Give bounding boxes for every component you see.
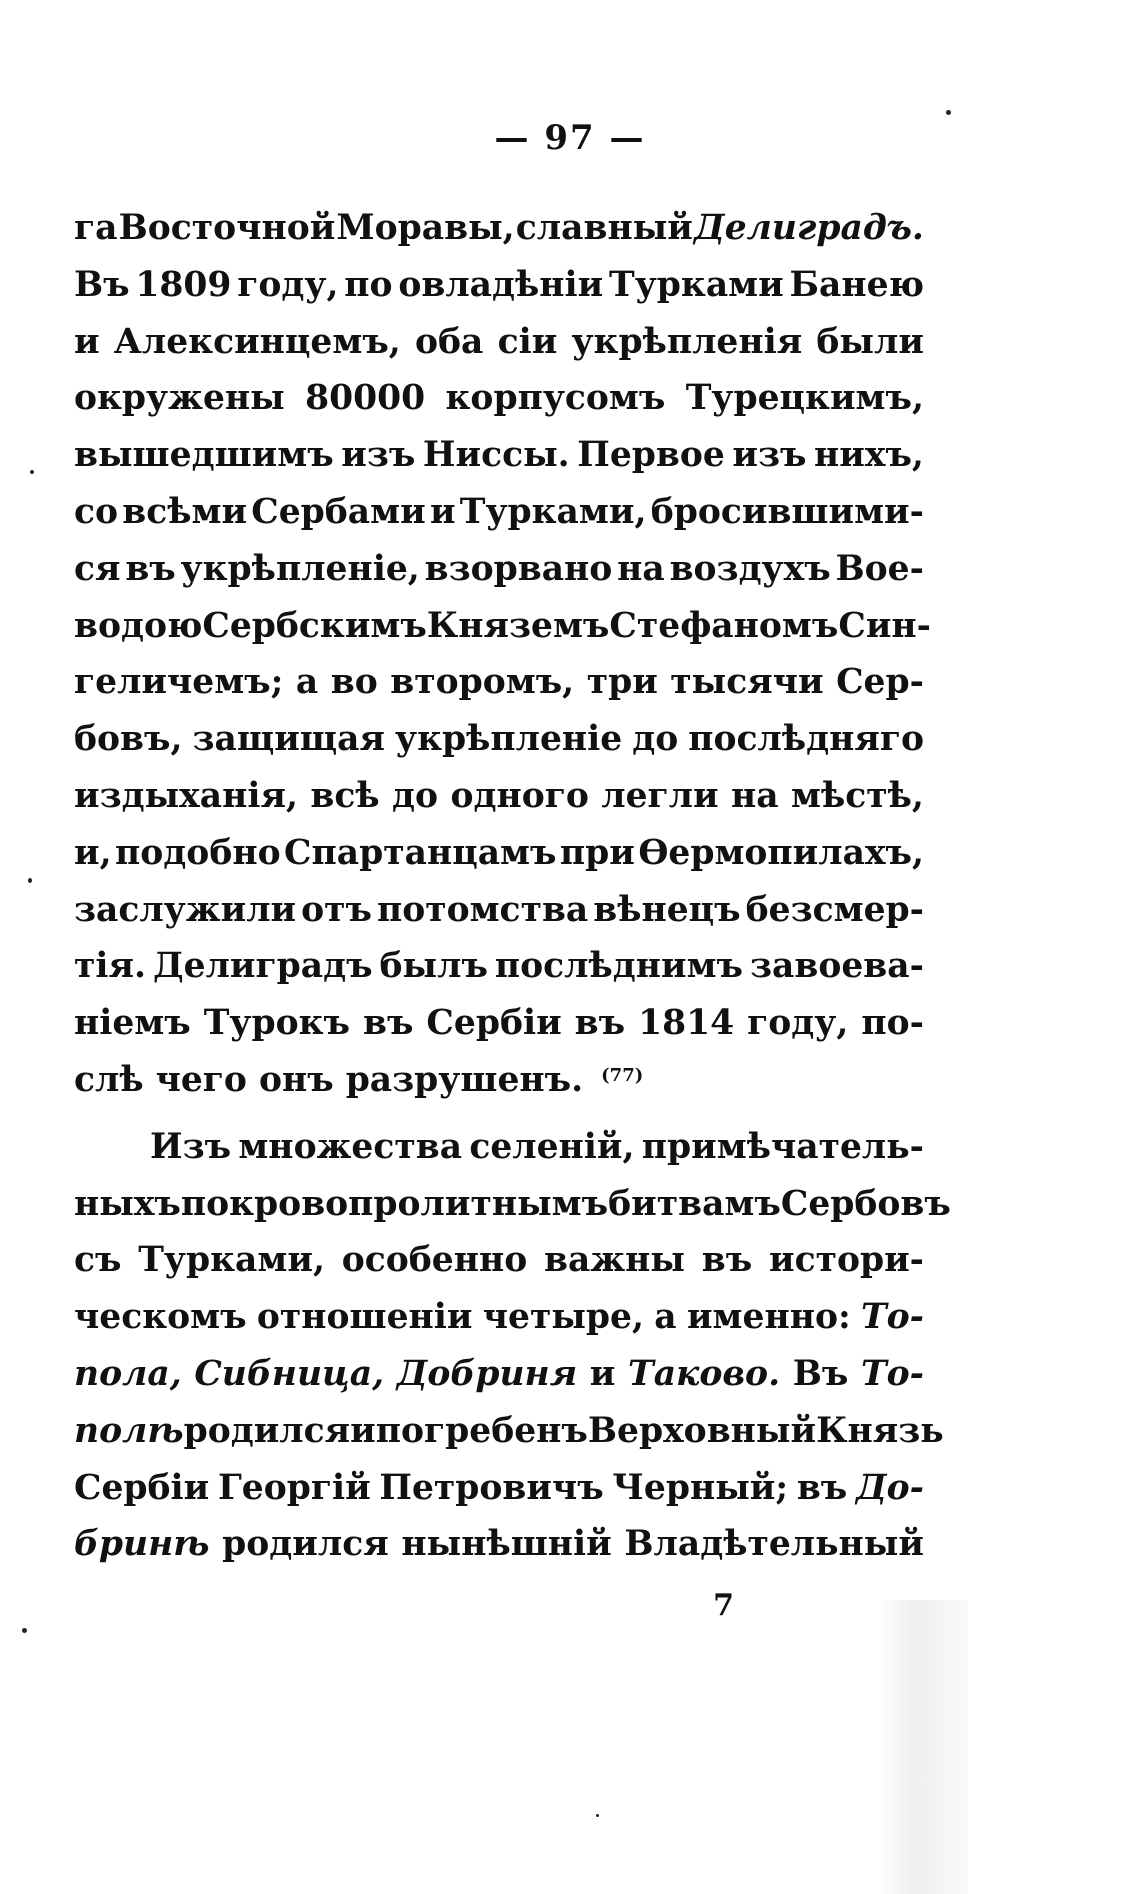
word: Ниссы.: [422, 435, 570, 476]
word: Княземъ: [426, 605, 610, 646]
text-line: [74, 257, 924, 314]
word: изъ: [341, 435, 416, 476]
word: Сер-: [836, 662, 924, 703]
text-line: [74, 598, 931, 655]
word: былъ: [379, 946, 488, 987]
word: истори-: [768, 1240, 924, 1281]
paragraph-gap: [74, 1109, 924, 1119]
italic-word: пола,: [74, 1353, 182, 1394]
word: Сербами: [251, 491, 426, 532]
text-line: [74, 1516, 924, 1573]
word: Банею: [789, 264, 924, 305]
word: на: [731, 775, 779, 816]
italic-word: Сибница,: [194, 1353, 385, 1394]
word: погребенъ: [375, 1410, 588, 1451]
word: Петровичъ: [379, 1467, 604, 1508]
body-text: [74, 200, 951, 1573]
word: Турокъ: [203, 1003, 351, 1044]
word: отношеніи: [256, 1297, 473, 1338]
word: подобно: [115, 832, 281, 873]
word: въ: [701, 1240, 753, 1281]
word: Делиградъ: [152, 946, 373, 987]
word: легли: [601, 775, 719, 816]
word: множества: [238, 1126, 463, 1167]
word: особенно: [341, 1240, 528, 1281]
footnote-reference[interactable]: (77): [601, 1064, 644, 1086]
word: Спартанцамъ: [284, 832, 557, 873]
text-line: [74, 427, 924, 484]
word: Первое: [577, 435, 725, 476]
word: взорвано: [424, 548, 613, 589]
italic-word: До-: [855, 1467, 924, 1508]
word: ныхъ: [74, 1183, 181, 1224]
word: 1814: [638, 1003, 735, 1044]
word: второмъ,: [390, 662, 575, 703]
scan-speck: [28, 878, 32, 883]
word: тія.: [74, 946, 146, 987]
word: безсмер-: [745, 889, 924, 930]
word: Турецкимъ,: [685, 378, 924, 419]
word: Георгій: [217, 1467, 371, 1508]
word: Сербскимъ: [202, 605, 427, 646]
word: га: [74, 208, 118, 248]
word: родился: [222, 1524, 389, 1565]
word: Вое-: [835, 548, 924, 589]
text-line: [74, 541, 924, 598]
word: въ: [574, 1003, 626, 1044]
text-line: [74, 314, 924, 371]
word: Черный;: [612, 1467, 789, 1508]
word: всѣми: [122, 491, 248, 532]
word: бовъ,: [74, 719, 183, 760]
text-line: [74, 1346, 924, 1403]
word: бросившими-: [650, 491, 924, 532]
word: а: [295, 662, 319, 703]
word: Сербовъ: [780, 1183, 951, 1224]
word: и,: [74, 832, 112, 873]
word: битвамъ: [608, 1183, 781, 1224]
word: слѣ: [74, 1059, 144, 1100]
word: укрѣпленіе,: [180, 548, 420, 589]
word: Ѳермопилахъ,: [638, 832, 924, 873]
scan-speck: [596, 1814, 599, 1817]
italic-word: То-: [860, 1297, 924, 1338]
scan-speck: [946, 110, 951, 115]
word: послѣднимъ: [494, 946, 744, 987]
text-line: [74, 370, 924, 427]
text-line: [74, 1460, 924, 1517]
text-line: [74, 711, 924, 768]
text-line: [74, 938, 924, 995]
word: водою: [74, 605, 203, 646]
word: по: [344, 264, 393, 305]
word: Син-: [838, 605, 931, 646]
word: Въ: [74, 264, 130, 305]
word: до: [632, 719, 679, 760]
word: и: [350, 1410, 376, 1451]
word: и: [589, 1353, 616, 1394]
scan-speck: [30, 470, 34, 474]
page-number: — 97 —: [494, 118, 646, 158]
word: 80000: [305, 378, 426, 419]
word: Турками,: [459, 491, 647, 532]
word: году,: [747, 1003, 849, 1044]
word: укрѣпленія: [571, 321, 803, 362]
word: тысячи: [670, 662, 824, 703]
word: Изъ: [150, 1126, 232, 1167]
word: одного: [450, 775, 589, 816]
word: во: [330, 662, 378, 703]
text-line: [74, 1232, 924, 1289]
word: Сербіи: [74, 1467, 210, 1508]
text-line: [74, 1176, 951, 1233]
word: заслужили: [74, 889, 297, 930]
scan-shadow: [878, 1600, 968, 1894]
word: въ: [796, 1467, 848, 1508]
word: мѣстѣ,: [791, 775, 924, 816]
word: славный: [515, 208, 693, 248]
word: на: [617, 548, 665, 589]
text-line: [74, 1119, 924, 1176]
word: были: [816, 321, 924, 362]
signature-mark: 7: [713, 1588, 734, 1623]
word: отъ: [301, 889, 372, 930]
word: Владѣтельный: [624, 1524, 924, 1565]
word: родился: [183, 1410, 351, 1451]
word: ніемъ: [74, 1003, 191, 1044]
word: съ: [74, 1240, 122, 1281]
text-line: [74, 1052, 924, 1109]
word: кровопролитнымъ: [229, 1183, 609, 1224]
word: со: [74, 491, 119, 532]
word: потомства: [376, 889, 589, 930]
word: окружены: [74, 378, 285, 419]
word: сіи: [497, 321, 558, 362]
italic-word: То-: [860, 1353, 924, 1394]
word: по-: [861, 1003, 924, 1044]
word: вышедшимъ: [74, 435, 334, 476]
word: а: [654, 1297, 677, 1338]
text-line: [74, 484, 924, 541]
word: нынѣшній: [401, 1524, 612, 1565]
word: при: [559, 832, 635, 873]
text-line: [74, 200, 924, 257]
italic-word: Делиградъ.: [694, 208, 924, 248]
text-line: [74, 1403, 944, 1460]
italic-word: полѣ: [74, 1410, 184, 1451]
scan-speck: [22, 1628, 27, 1633]
word: Турками: [609, 264, 784, 305]
word: послѣдняго: [688, 719, 924, 760]
italic-word: Добриня: [396, 1353, 578, 1394]
word: воздухъ: [669, 548, 831, 589]
word: ческомъ: [74, 1297, 247, 1338]
word: и: [74, 321, 100, 362]
word: Алексинцемъ,: [113, 321, 401, 362]
word: всѣ: [310, 775, 380, 816]
word: онъ: [258, 1059, 334, 1100]
word: Моравы,: [336, 208, 515, 248]
word: защищая: [192, 719, 385, 760]
word: четыре,: [482, 1297, 645, 1338]
word: важны: [544, 1240, 686, 1281]
word: издыханія,: [74, 775, 298, 816]
word: году,: [237, 264, 339, 305]
text-line: [74, 825, 924, 882]
word: 1809: [135, 264, 232, 305]
word: овладѣніи: [398, 264, 604, 305]
word: вѣнецъ: [593, 889, 741, 930]
word: завоева-: [750, 946, 924, 987]
word: Въ: [792, 1353, 849, 1394]
word: изъ: [732, 435, 807, 476]
word: корпусомъ: [445, 378, 666, 419]
word: Сербіи: [426, 1003, 562, 1044]
text-line: [74, 654, 924, 711]
word: и: [429, 491, 456, 532]
italic-word: Таково.: [628, 1353, 781, 1394]
italic-word: бринѣ: [74, 1524, 210, 1565]
word: ся: [74, 548, 121, 589]
word: разрушенъ.: [345, 1059, 584, 1100]
word: геличемъ;: [74, 662, 284, 703]
word: въ: [125, 548, 176, 589]
text-line: [74, 1289, 924, 1346]
word: нихъ,: [814, 435, 924, 476]
word: селеній,: [469, 1126, 635, 1167]
word: Турками,: [138, 1240, 325, 1281]
word: именно:: [686, 1297, 851, 1338]
text-line: [74, 768, 924, 825]
word: примѣчатель-: [641, 1126, 924, 1167]
word: Стефаномъ: [609, 605, 839, 646]
word: по: [180, 1183, 230, 1224]
word: Восточной: [118, 208, 336, 248]
word: оба: [415, 321, 484, 362]
word: укрѣпленіе: [394, 719, 623, 760]
word: три: [586, 662, 658, 703]
text-line: [74, 995, 924, 1052]
word: Князь: [816, 1410, 944, 1451]
word: Верховный: [587, 1410, 817, 1451]
word: до: [392, 775, 439, 816]
word: чего: [155, 1059, 247, 1100]
text-line: [74, 882, 924, 939]
word: въ: [363, 1003, 414, 1044]
